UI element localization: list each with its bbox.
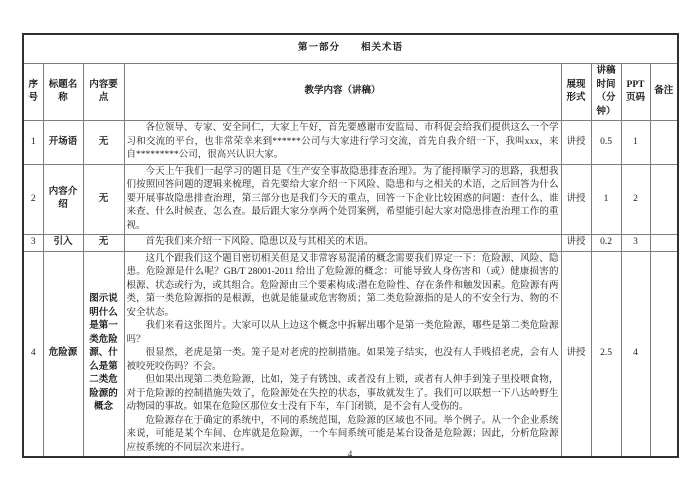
time-cell: 2.5 — [591, 251, 621, 457]
header-row — [23, 64, 678, 121]
title-cell: 引入 — [43, 235, 83, 252]
content-paragraph: 但如果出现第二类危险源，比如，笼子有锈蚀、或者没有上锁，或者有人伸手到笼子里投喂食物，对于危险源的控制措施失效了，危险源处在失控的状态，事故就发生了。我们可以联想一下八达岭野生动物园的事故。如果在危险区那位女士没有下车，车门闭锁，是不会有人受伤的。 — [126, 375, 559, 412]
content-paragraph: 各位领导、专家、安全同仁，大家上午好，首先要感谢市安监局、市科促会给我们提供这么一个学习和交流的平台，也非常荣幸来到******公司与大家进行学习交流，首先自我介绍一下，我叫xxx，来自*********公司，很高兴认识大家。 — [126, 123, 559, 160]
title-cell: 开场语 — [43, 121, 83, 165]
header-notes: 备注 — [650, 64, 678, 121]
notes-cell — [650, 121, 678, 165]
section-title-row — [23, 34, 678, 64]
content-cell — [124, 235, 561, 252]
content-paragraph: 今天上午我们一起学习的题目是《生产安全事故隐患排查治理》。为了能捋顺学习的思路，我想我们按照回答问题的逻辑来梳理，首先要给大家介绍一下风险、隐患和与之相关的术语，之后回答为什么要开展事故隐患排查治理，第三部分也是我们今天的重点，回答一下企业比较困惑的问题：查什么、谁来查、什么时候查、怎么查。最后跟大家分享两个处罚案例，希望能引起大家对隐患排查治理工作的重视。 — [126, 166, 559, 231]
notes-cell — [650, 251, 678, 457]
page-number: 4 — [347, 449, 353, 459]
form-cell: 讲授 — [561, 251, 591, 457]
table-row — [23, 121, 678, 165]
points-cell: 图示说明什么是第一类危险源、什么是第二类危险源的概念 — [83, 251, 124, 457]
points-cell: 无 — [83, 121, 124, 165]
title-cell: 内容介绍 — [43, 164, 83, 235]
header-teaching-content: 教学内容（讲稿） — [124, 64, 561, 121]
content-paragraph: 很显然，老虎是第一类。笼子是对老虎的控制措施。如果笼子结实，也没有人手贱招老虎，会有人被咬死咬伤吗？不会。 — [126, 348, 559, 372]
table-row — [23, 235, 678, 252]
notes-cell — [650, 235, 678, 252]
content-cell — [124, 164, 561, 235]
header-content-points: 内容要点 — [83, 64, 124, 121]
form-cell: 讲授 — [561, 121, 591, 165]
content-paragraph: 危险源存在于确定的系统中，不同的系统范围，危险源的区域也不同。举个例子。从一个企业系统来说，可能是某个车间、仓库就是危险源，一个车间系统可能是某台设备是危险源；因此，分析危险源应按系统的不同层次来进行。 — [126, 415, 559, 453]
content-paragraph: 我们来看这张图片。大家可以从上边这个概念中拆解出哪个是第一类危险源，哪些是第二类危险源吗？ — [126, 321, 559, 345]
content-paragraph: 首先我们来介绍一下风险、隐患以及与其相关的术语。 — [145, 237, 374, 247]
header-title-name: 标题名称 — [43, 64, 83, 121]
content-cell — [124, 121, 561, 165]
notes-cell — [650, 164, 678, 235]
table-row — [23, 164, 678, 235]
header-script-time: 讲稿时间（分钟） — [591, 64, 621, 121]
time-cell: 0.2 — [591, 235, 621, 252]
table-row — [23, 251, 678, 457]
ppt-cell: 2 — [621, 164, 650, 235]
header-seq: 序号 — [23, 64, 43, 121]
ppt-cell: 4 — [621, 251, 650, 457]
form-cell: 讲授 — [561, 164, 591, 235]
ppt-cell: 3 — [621, 235, 650, 252]
ppt-cell: 1 — [621, 121, 650, 165]
form-cell: 讲授 — [561, 235, 591, 252]
seq-cell: 4 — [23, 251, 43, 457]
seq-cell: 3 — [23, 235, 43, 252]
seq-cell: 2 — [23, 164, 43, 235]
title-cell: 危险源 — [43, 251, 83, 457]
content-cell — [124, 251, 561, 457]
seq-cell: 1 — [23, 121, 43, 165]
section-title: 第一部分 相关术语 — [23, 34, 678, 64]
lecture-script-table — [22, 33, 679, 458]
content-paragraph: 这几个跟我们这个题目密切相关但是又非常容易混淆的概念需要我们界定一下：危险源、风险、隐患。危险源是什么呢？GB/T 28001-2011 给出了危险源的概念：可能导致人身伤害和（或）健康损害的根源、状态或行为，或其组合。危险源由三个要素构成:潜在危险性、存在条件和触发因素。危险源有两类，第一类危险源指的是根源，也就是能量或危害物质；第二类危险源指的是人的不安全行为、物的不安全状态。 — [126, 253, 559, 318]
points-cell: 无 — [83, 164, 124, 235]
points-cell: 无 — [83, 235, 124, 252]
header-presentation-form: 展现形式 — [561, 64, 591, 121]
time-cell: 0.5 — [591, 121, 621, 165]
header-ppt-page: PPT页码 — [621, 64, 650, 121]
time-cell: 1 — [591, 164, 621, 235]
